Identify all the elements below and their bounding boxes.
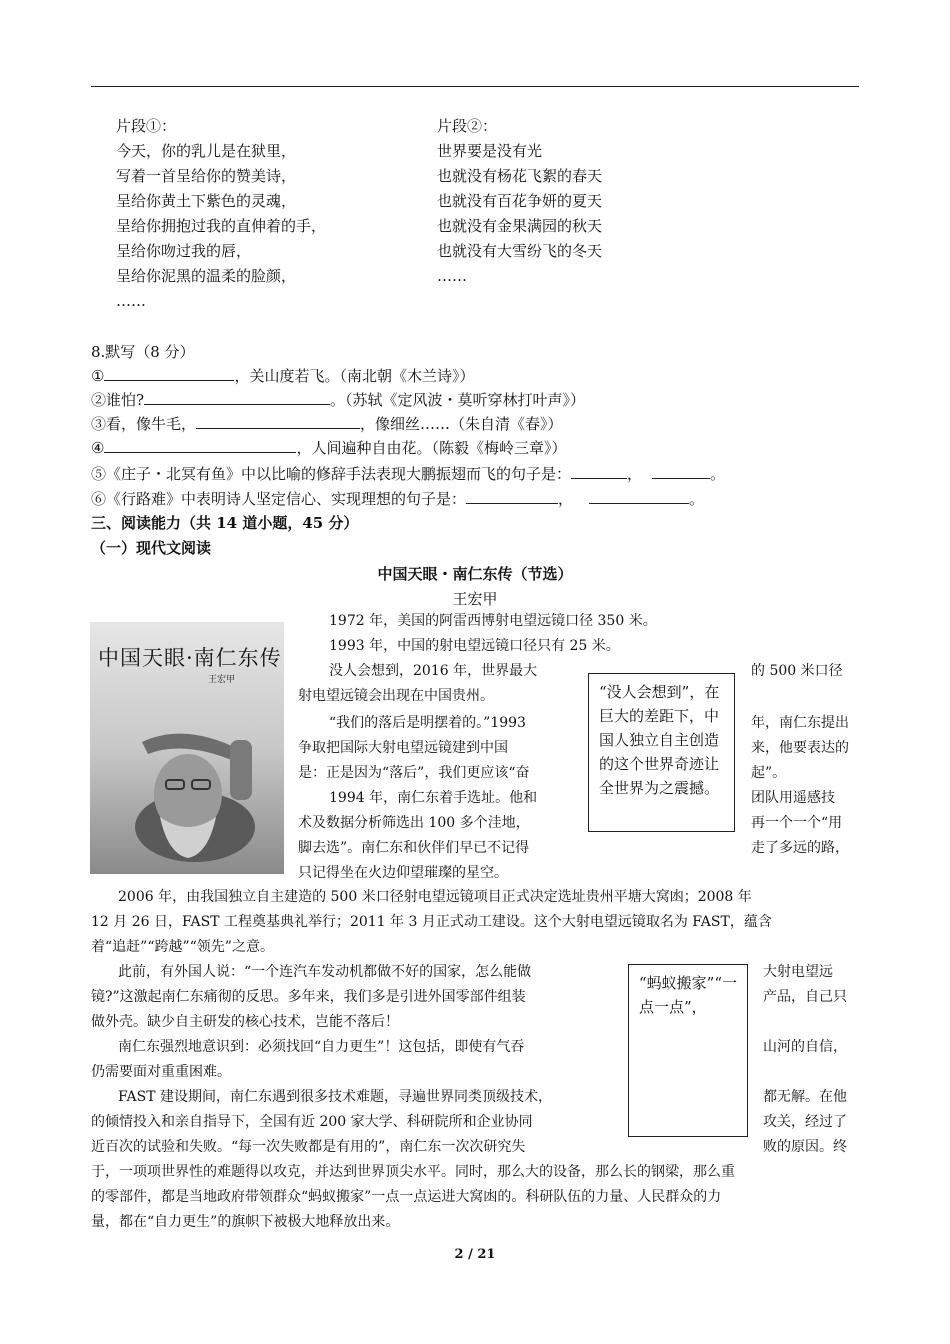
item-text: ③看，像牛毛， [91, 415, 197, 433]
poem-line: 今天，你的乳儿是在狱里， [116, 142, 297, 160]
item-text: ，像细丝……（朱自清《春》） [360, 415, 563, 433]
paragraph-fragment: 产品，自己只 [763, 989, 847, 1005]
header-rule [91, 86, 859, 87]
book-cover-image [90, 622, 284, 874]
paragraph-line: 1972 年，美国的阿雷西博射电望远镜口径 350 米。 [329, 613, 657, 629]
poem-line: 也就没有大雪纷飞的冬天 [437, 242, 603, 260]
dictation-item-4 [91, 436, 566, 460]
paragraph-line: 于，一项项世界性的难题得以攻克，并达到世界顶尖水平。同时，那么大的设备，那么长的钢梁，那么重 [91, 1164, 735, 1180]
poem-line: …… [437, 267, 467, 285]
paragraph-fragment: 再一个一个“用 [751, 815, 843, 831]
poem-line: …… [116, 292, 146, 310]
paragraph-line: 南仁东强烈地意识到：必须找回“自力更生”！这包括，即使有气吞 [118, 1039, 525, 1055]
page-number: 2 / 21 [454, 1247, 496, 1262]
paragraph-line: 做外壳。缺少自主研发的核心技术，岂能不落后！ [91, 1014, 399, 1030]
paragraph-line: 此前，有外国人说：“一个连汽车发动机都做不好的国家，怎么能做 [118, 964, 532, 980]
article-author: 王宏甲 [452, 590, 498, 608]
paragraph-line: 仍需要面对重重困难。 [91, 1064, 231, 1080]
answer-blank[interactable] [104, 438, 296, 453]
paragraph-line: 的零部件，都是当地政府带领群众“蚂蚁搬家”一点一点运进大窝凼的。科研队伍的力量、人民群众的力 [91, 1189, 722, 1205]
question-8-heading: 8.默写（8 分） [91, 343, 195, 361]
item-text: 。 [710, 465, 726, 483]
poem-heading: 片段①： [116, 117, 177, 135]
paragraph-fragment: 败的原因。终 [763, 1139, 847, 1155]
paragraph-line: 射电望远镜会出现在中国贵州。 [298, 688, 494, 704]
subsection-heading: （一）现代文阅读 [91, 539, 212, 557]
answer-blank[interactable] [196, 414, 360, 429]
paragraph-line: 近百次的试验和失败。“每一次失败都是有用的”，南仁东一次次研究失 [91, 1139, 526, 1155]
paragraph-fragment: 走了多远的路， [751, 840, 849, 856]
item-text: ，人间遍种自由花。（陈毅《梅岭三章》） [296, 439, 567, 457]
paragraph-line: 1993 年，中国的射电望远镜口径只有 25 米。 [329, 638, 620, 654]
dictation-item-6 [91, 487, 704, 511]
section-3-heading: 三、阅读能力（共 14 道小题，45 分） [91, 514, 359, 532]
poem-line: 也就没有杨花飞絮的春天 [437, 167, 603, 185]
item-text: ⑥《行路难》中表明诗人坚定信心、实现理想的句子是： [91, 490, 467, 508]
paragraph-fragment: 来，他要表达的 [751, 740, 849, 756]
paragraph-fragment: 起”。 [751, 765, 787, 781]
poem-line: 呈给你吻过我的唇， [116, 242, 252, 260]
paragraph-line: 是：正是因为“落后”，我们更应该“奋 [298, 765, 530, 781]
paragraph-line: “我们的落后是明摆着的。”1993 [329, 715, 526, 731]
dictation-item-1 [91, 364, 474, 388]
poem-line: 呈给你拥抱过我的直伸着的手， [116, 217, 327, 235]
paragraph-line: 脚去选”。南仁东和伙伴们早已不记得 [298, 840, 530, 856]
paragraph-line: 只记得坐在火边仰望璀璨的星空。 [298, 865, 508, 881]
item-text: ⑤《庄子・北冥有鱼》中以比喻的修辞手法表现大鹏振翅而飞的句子是： [91, 465, 572, 483]
poem-fragment-1 [116, 114, 326, 314]
paragraph-fragment: 的 500 米口径 [751, 663, 843, 679]
paragraph-line: 的倾情投入和亲自指导下，全国有近 200 家大学、科研院所和企业协同 [91, 1114, 533, 1130]
book-cover-title: 中国天眼·南仁东传 [98, 646, 282, 670]
paragraph-line: FAST 建设期间，南仁东遇到很多技术难题，寻遍世界同类顶级技术， [118, 1089, 552, 1105]
dictation-item-5 [91, 462, 725, 486]
paragraph-line: 镜?”这激起南仁东痛彻的反思。多年来，我们多是引进外国零部件组装 [91, 989, 526, 1005]
answer-blank[interactable] [104, 366, 234, 381]
annotation-box: “没人会想到”，在巨大的差距下，中国人独立自主创造的这个世界奇迹让全世界为之震撼。 [588, 673, 735, 832]
item-number: ④ [91, 439, 105, 457]
book-cover-author: 王宏甲 [208, 675, 236, 685]
answer-blank[interactable] [466, 489, 558, 504]
paragraph-line: 1994 年，南仁东着手选址。他和 [329, 790, 538, 806]
poem-line: 呈给你黄土下紫色的灵魂， [116, 192, 297, 210]
article-title: 中国天眼・南仁东传（节选） [377, 565, 573, 583]
paragraph-line: 着“追赶”“跨越”“领先”之意。 [91, 939, 274, 955]
paragraph-fragment: 山河的自信， [763, 1039, 847, 1055]
item-number: ① [91, 367, 105, 385]
item-text: ， [627, 465, 643, 483]
paragraph-line: 12 月 26 日，FAST 工程奠基典礼举行；2011 年 3 月正式动工建设。这个大射电望远镜取名为 FAST，蕴含 [91, 914, 772, 930]
paragraph-line: 量，都在“自力更生”的旗帜下被极大地释放出来。 [91, 1214, 400, 1230]
poem-line: 也就没有百花争妍的夏天 [437, 192, 603, 210]
answer-blank[interactable] [652, 464, 710, 479]
paragraph-fragment: 年，南仁东提出 [751, 715, 849, 731]
paragraph-line: 术及数据分析筛选出 100 多个洼地， [298, 815, 530, 831]
answer-blank[interactable] [571, 464, 627, 479]
paragraph-line: 2006 年，由我国独立自主建造的 500 米口径射电望远镜项目正式决定选址贵州平塘大窝凼；2008 年 [118, 889, 752, 905]
paragraph-fragment: 攻关，经过了 [763, 1114, 847, 1130]
annotation-box: “蚂蚁搬家”“一点一点”， [628, 964, 748, 1137]
poem-line: 呈给你泥黑的温柔的脸颜， [116, 267, 297, 285]
dictation-item-2 [91, 388, 585, 412]
paragraph-line: 争取把国际大射电望远镜建到中国 [298, 740, 508, 756]
poem-line: 也就没有金果满园的秋天 [437, 217, 603, 235]
item-text: ，关山度若飞。（南北朝《木兰诗》） [234, 367, 475, 385]
item-text: ， [558, 490, 574, 508]
poem-line: 世界要是没有光 [437, 142, 543, 160]
poem-fragment-2 [437, 114, 602, 289]
paragraph-fragment: 团队用遥感技 [751, 790, 835, 806]
poem-heading: 片段②： [437, 117, 498, 135]
paragraph-line: 没人会想到，2016 年，世界最大 [329, 663, 538, 679]
item-text: 。（苏轼《定风波・莫听穿林打叶声》） [330, 391, 586, 409]
answer-blank[interactable] [589, 489, 689, 504]
item-text: 。 [689, 490, 705, 508]
poem-line: 写着一首呈给你的赞美诗， [116, 167, 297, 185]
item-text: ②谁怕? [91, 391, 145, 409]
dictation-item-3 [91, 412, 563, 436]
paragraph-fragment: 大射电望远 [763, 964, 833, 980]
paragraph-fragment: 都无解。在他 [763, 1089, 847, 1105]
answer-blank[interactable] [144, 390, 330, 405]
